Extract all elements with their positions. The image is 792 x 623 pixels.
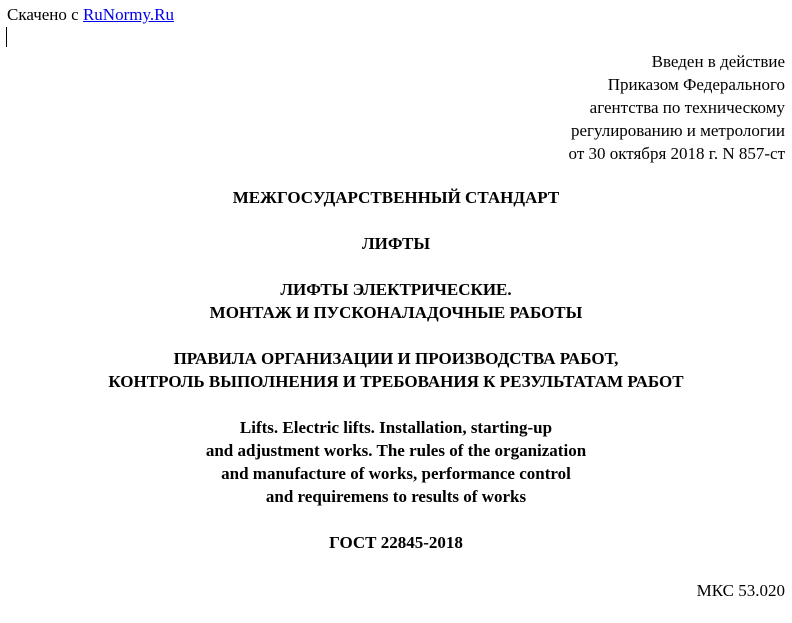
text-cursor [6, 27, 7, 47]
english-title-line: and manufacture of works, performance control [221, 464, 571, 483]
enactment-note [569, 50, 785, 165]
document-rules-title [0, 347, 792, 393]
mks-code: МКС 53.020 [696, 581, 785, 600]
enactment-line: Приказом Федерального [607, 75, 785, 94]
standard-category [0, 186, 792, 209]
rules-line: КОНТРОЛЬ ВЫПОЛНЕНИЯ И ТРЕБОВАНИЯ К РЕЗУЛЬТАТАМ РАБОТ [108, 372, 684, 391]
enactment-line: от 30 октября 2018 г. N 857-ст [568, 144, 785, 163]
rules-line: ПРАВИЛА ОРГАНИЗАЦИИ И ПРОИЗВОДСТВА РАБОТ, [173, 349, 619, 368]
enactment-line: регулированию и метрологии [570, 121, 785, 140]
document-title-text: ЛИФТЫ [361, 234, 431, 253]
enactment-line: агентства по техническому [589, 98, 785, 117]
source-prefix: Скачено с [7, 5, 83, 24]
enactment-line: Введен в действие [651, 52, 785, 71]
subtitle-line: МОНТАЖ И ПУСКОНАЛАДОЧНЫЕ РАБОТЫ [209, 303, 583, 322]
english-title-line: Lifts. Electric lifts. Installation, starting-up [239, 418, 553, 437]
document-title [0, 232, 792, 255]
english-title-line: and requiremens to results of works [265, 487, 527, 506]
subtitle-line: ЛИФТЫ ЭЛЕКТРИЧЕСКИЕ. [280, 280, 512, 299]
document-subtitle [0, 278, 792, 324]
english-title [0, 416, 792, 508]
gost-number [0, 531, 792, 554]
source-link[interactable]: RuNormy.Ru [82, 5, 174, 24]
standard-category-text: МЕЖГОСУДАРСТВЕННЫЙ СТАНДАРТ [232, 188, 560, 207]
gost-number-text: ГОСТ 22845-2018 [329, 533, 463, 552]
source-line [7, 5, 174, 25]
english-title-line: and adjustment works. The rules of the organization [205, 441, 587, 460]
